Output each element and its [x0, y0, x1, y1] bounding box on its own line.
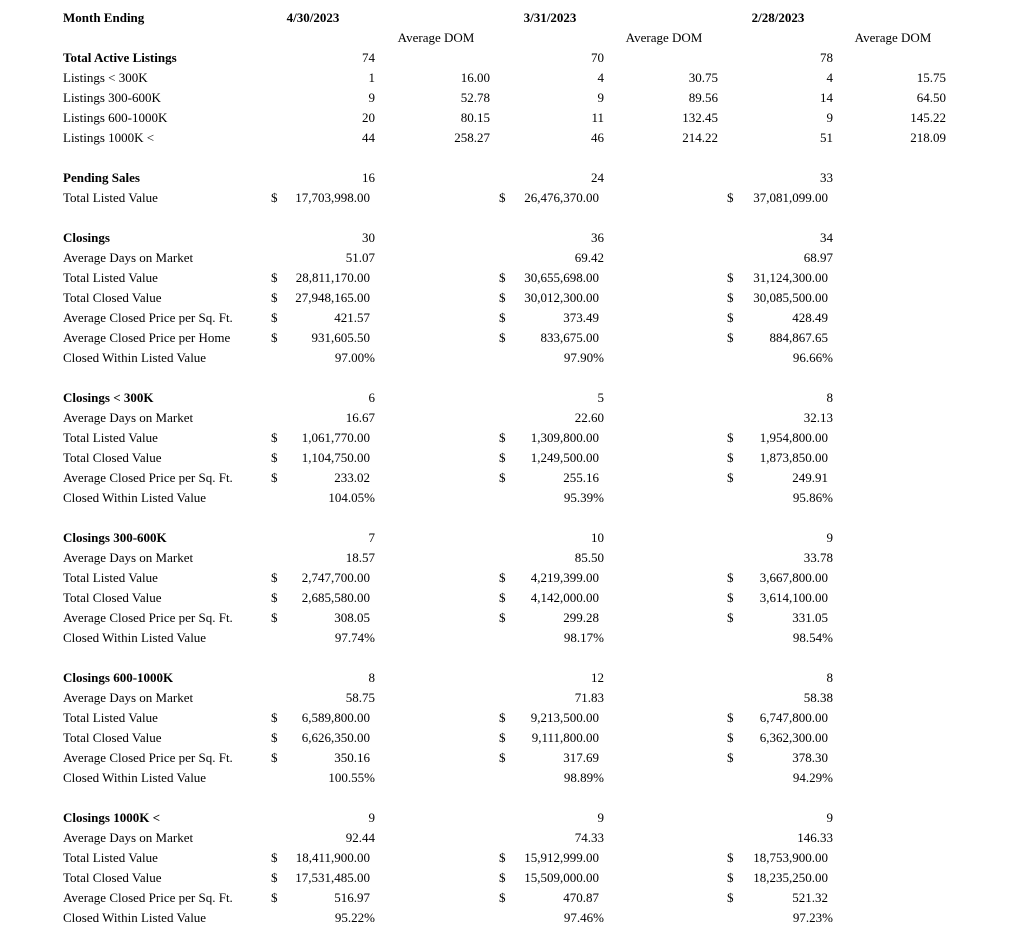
- dom-cell: 218.09: [910, 130, 946, 145]
- currency-sign: $: [499, 610, 506, 625]
- metric-row: [0, 408, 1020, 428]
- row-label: Listings 600-1000K: [63, 110, 168, 125]
- currency-sign: $: [499, 430, 506, 445]
- currency-sign: $: [499, 750, 506, 765]
- row-label: Total Listed Value: [63, 570, 158, 585]
- value-cell: 9,213,500.00: [530, 710, 599, 725]
- count-cell: 12: [591, 670, 604, 685]
- count-cell: 1: [368, 70, 375, 85]
- currency-sign: $: [499, 890, 506, 905]
- currency-sign: $: [727, 890, 734, 905]
- count-cell: 14: [820, 90, 833, 105]
- currency-sign: $: [271, 870, 278, 885]
- value-cell: 6,589,800.00: [301, 710, 370, 725]
- section-total-row: [0, 228, 1020, 248]
- value-cell: 95.86%: [792, 490, 833, 505]
- currency-sign: $: [727, 590, 734, 605]
- row-label: Average Closed Price per Sq. Ft.: [63, 470, 233, 485]
- month-ending-label: Month Ending: [63, 10, 145, 25]
- value-cell: 71.83: [574, 690, 604, 705]
- metric-row: [0, 448, 1020, 468]
- month-header: 4/30/2023: [286, 10, 340, 25]
- value-cell: 233.02: [334, 470, 370, 485]
- dom-cell: 80.15: [460, 110, 490, 125]
- value-cell: 74.33: [574, 830, 604, 845]
- value-cell: 249.91: [792, 470, 828, 485]
- row-label: Average Closed Price per Home: [63, 330, 231, 345]
- value-cell: 30,012,300.00: [524, 290, 599, 305]
- value-cell: 27,948,165.00: [295, 290, 370, 305]
- value-cell: 2,747,700.00: [301, 570, 370, 585]
- count-cell: 33: [820, 170, 833, 185]
- value-cell: 97.90%: [563, 350, 604, 365]
- metric-row: [0, 268, 1020, 288]
- value-cell: 6,362,300.00: [759, 730, 828, 745]
- currency-sign: $: [271, 330, 278, 345]
- value-cell: 4,142,000.00: [530, 590, 599, 605]
- currency-sign: $: [271, 310, 278, 325]
- count-cell: 34: [820, 230, 833, 245]
- count-cell: 20: [362, 110, 375, 125]
- listing-row: [0, 108, 1020, 128]
- value-cell: 516.97: [334, 890, 370, 905]
- currency-sign: $: [727, 310, 734, 325]
- section-title: Pending Sales: [63, 170, 140, 185]
- value-cell: 1,249,500.00: [530, 450, 599, 465]
- value-cell: 15,912,999.00: [524, 850, 599, 865]
- value-cell: 255.16: [563, 470, 599, 485]
- value-cell: 95.22%: [334, 910, 375, 925]
- currency-sign: $: [499, 290, 506, 305]
- value-cell: 15,509,000.00: [524, 870, 599, 885]
- row-label: Average Days on Market: [63, 550, 194, 565]
- value-cell: 17,703,998.00: [295, 190, 370, 205]
- metric-row: [0, 468, 1020, 488]
- value-cell: 18,411,900.00: [295, 850, 370, 865]
- metric-row: [0, 888, 1020, 908]
- count-cell: 9: [597, 810, 604, 825]
- value-cell: 18,753,900.00: [753, 850, 828, 865]
- value-cell: 3,667,800.00: [759, 570, 828, 585]
- count-cell: 24: [591, 170, 604, 185]
- count-cell: 4: [826, 70, 833, 85]
- currency-sign: $: [727, 850, 734, 865]
- value-cell: 68.97: [803, 250, 833, 265]
- row-label: Total Listed Value: [63, 850, 158, 865]
- metric-row: [0, 348, 1020, 368]
- row-label: Total Listed Value: [63, 710, 158, 725]
- currency-sign: $: [727, 870, 734, 885]
- value-cell: 521.32: [792, 890, 828, 905]
- value-cell: 97.74%: [334, 630, 375, 645]
- currency-sign: $: [271, 610, 278, 625]
- listing-row: [0, 128, 1020, 148]
- currency-sign: $: [271, 850, 278, 865]
- row-label: Total Closed Value: [63, 450, 162, 465]
- row-label: Average Closed Price per Sq. Ft.: [63, 610, 233, 625]
- value-cell: 18.57: [345, 550, 375, 565]
- avg-dom-header: Average DOM: [397, 30, 475, 45]
- dom-header-row: [0, 28, 1020, 48]
- currency-sign: $: [727, 710, 734, 725]
- count-cell: 70: [591, 50, 604, 65]
- value-cell: 98.17%: [563, 630, 604, 645]
- value-cell: 58.38: [803, 690, 833, 705]
- currency-sign: $: [727, 730, 734, 745]
- metric-row: [0, 328, 1020, 348]
- metric-row: [0, 728, 1020, 748]
- value-cell: 97.00%: [334, 350, 375, 365]
- header-row: [0, 8, 1020, 28]
- currency-sign: $: [271, 710, 278, 725]
- section-total-row: [0, 668, 1020, 688]
- value-cell: 100.55%: [328, 770, 375, 785]
- row-label: Total Listed Value: [63, 430, 158, 445]
- row-label: Closed Within Listed Value: [63, 490, 207, 505]
- dom-cell: 258.27: [454, 130, 490, 145]
- value-cell: 146.33: [797, 830, 833, 845]
- count-cell: 8: [368, 670, 375, 685]
- currency-sign: $: [499, 270, 506, 285]
- value-cell: 1,873,850.00: [759, 450, 828, 465]
- row-label: Listings < 300K: [63, 70, 148, 85]
- value-cell: 98.89%: [563, 770, 604, 785]
- count-cell: 78: [820, 50, 833, 65]
- value-cell: 94.29%: [792, 770, 833, 785]
- metric-row: [0, 588, 1020, 608]
- currency-sign: $: [499, 190, 506, 205]
- currency-sign: $: [499, 850, 506, 865]
- count-cell: 10: [591, 530, 604, 545]
- currency-sign: $: [499, 310, 506, 325]
- value-cell: 6,626,350.00: [301, 730, 370, 745]
- value-cell: 97.23%: [792, 910, 833, 925]
- value-cell: 58.75: [345, 690, 375, 705]
- count-cell: 36: [591, 230, 604, 245]
- section-total-row: [0, 388, 1020, 408]
- row-label: Average Closed Price per Sq. Ft.: [63, 750, 233, 765]
- value-cell: 1,954,800.00: [759, 430, 828, 445]
- row-label: Total Closed Value: [63, 590, 162, 605]
- dom-cell: 132.45: [682, 110, 718, 125]
- section-title: Closings 1000K <: [63, 810, 160, 825]
- section-title: Closings 300-600K: [63, 530, 167, 545]
- value-cell: 26,476,370.00: [524, 190, 599, 205]
- value-cell: 373.49: [563, 310, 599, 325]
- section-total-row: [0, 528, 1020, 548]
- metric-row: [0, 308, 1020, 328]
- metric-row: [0, 548, 1020, 568]
- row-label: Average Days on Market: [63, 830, 194, 845]
- value-cell: 299.28: [563, 610, 599, 625]
- count-cell: 9: [826, 530, 833, 545]
- month-header: 3/31/2023: [523, 10, 577, 25]
- value-cell: 6,747,800.00: [759, 710, 828, 725]
- currency-sign: $: [499, 470, 506, 485]
- value-cell: 22.60: [574, 410, 604, 425]
- currency-sign: $: [271, 470, 278, 485]
- section-title: Total Active Listings: [63, 50, 177, 65]
- row-label: Closed Within Listed Value: [63, 910, 207, 925]
- currency-sign: $: [271, 570, 278, 585]
- metric-row: [0, 748, 1020, 768]
- value-cell: 37,081,099.00: [753, 190, 828, 205]
- row-label: Average Closed Price per Sq. Ft.: [63, 310, 233, 325]
- value-cell: 98.54%: [792, 630, 833, 645]
- currency-sign: $: [271, 890, 278, 905]
- currency-sign: $: [727, 450, 734, 465]
- dom-cell: 15.75: [916, 70, 946, 85]
- value-cell: 51.07: [345, 250, 375, 265]
- value-cell: 30,655,698.00: [524, 270, 599, 285]
- value-cell: 95.39%: [563, 490, 604, 505]
- currency-sign: $: [727, 750, 734, 765]
- value-cell: 2,685,580.00: [301, 590, 370, 605]
- value-cell: 308.05: [334, 610, 370, 625]
- count-cell: 46: [591, 130, 604, 145]
- metric-row: [0, 828, 1020, 848]
- metric-row: [0, 908, 1020, 928]
- currency-sign: $: [727, 470, 734, 485]
- currency-sign: $: [727, 610, 734, 625]
- pending-value-row: [0, 188, 1020, 208]
- value-cell: 18,235,250.00: [753, 870, 828, 885]
- value-cell: 317.69: [563, 750, 599, 765]
- currency-sign: $: [499, 870, 506, 885]
- currency-sign: $: [271, 190, 278, 205]
- count-cell: 4: [597, 70, 604, 85]
- currency-sign: $: [727, 270, 734, 285]
- value-cell: 30,085,500.00: [753, 290, 828, 305]
- currency-sign: $: [499, 590, 506, 605]
- dom-cell: 64.50: [916, 90, 946, 105]
- currency-sign: $: [727, 330, 734, 345]
- count-cell: 9: [368, 810, 375, 825]
- currency-sign: $: [271, 450, 278, 465]
- metric-row: [0, 428, 1020, 448]
- metric-row: [0, 868, 1020, 888]
- value-cell: 85.50: [574, 550, 604, 565]
- currency-sign: $: [271, 290, 278, 305]
- row-label: Closed Within Listed Value: [63, 770, 207, 785]
- pending-sales-row: [0, 168, 1020, 188]
- value-cell: 96.66%: [792, 350, 833, 365]
- value-cell: 421.57: [334, 310, 370, 325]
- count-cell: 7: [368, 530, 375, 545]
- row-label: Closed Within Listed Value: [63, 350, 207, 365]
- value-cell: 884,867.65: [769, 330, 828, 345]
- dom-cell: 30.75: [688, 70, 718, 85]
- dom-cell: 89.56: [688, 90, 718, 105]
- row-label: Listings 1000K <: [63, 130, 155, 145]
- avg-dom-header: Average DOM: [854, 30, 932, 45]
- count-cell: 51: [820, 130, 833, 145]
- dom-cell: 145.22: [910, 110, 946, 125]
- section-total-row: [0, 808, 1020, 828]
- currency-sign: $: [499, 710, 506, 725]
- metric-row: [0, 568, 1020, 588]
- count-cell: 5: [597, 390, 604, 405]
- metric-row: [0, 608, 1020, 628]
- metric-row: [0, 708, 1020, 728]
- currency-sign: $: [727, 570, 734, 585]
- month-header: 2/28/2023: [751, 10, 805, 25]
- value-cell: 470.87: [563, 890, 599, 905]
- currency-sign: $: [271, 750, 278, 765]
- count-cell: 9: [597, 90, 604, 105]
- value-cell: 1,309,800.00: [530, 430, 599, 445]
- section-title: Closings 600-1000K: [63, 670, 174, 685]
- value-cell: 9,111,800.00: [531, 730, 599, 745]
- value-cell: 32.13: [803, 410, 833, 425]
- currency-sign: $: [271, 730, 278, 745]
- value-cell: 69.42: [574, 250, 604, 265]
- count-cell: 8: [826, 670, 833, 685]
- count-cell: 9: [826, 110, 833, 125]
- value-cell: 92.44: [345, 830, 375, 845]
- currency-sign: $: [727, 430, 734, 445]
- row-label: Average Days on Market: [63, 250, 194, 265]
- count-cell: 30: [362, 230, 375, 245]
- value-cell: 16.67: [345, 410, 375, 425]
- row-label: Average Closed Price per Sq. Ft.: [63, 890, 233, 905]
- value-cell: 331.05: [792, 610, 828, 625]
- listing-row: [0, 88, 1020, 108]
- count-cell: 9: [826, 810, 833, 825]
- value-cell: 31,124,300.00: [753, 270, 828, 285]
- row-label: Total Listed Value: [63, 190, 158, 205]
- currency-sign: $: [727, 290, 734, 305]
- count-cell: 11: [591, 110, 604, 125]
- count-cell: 9: [368, 90, 375, 105]
- value-cell: 931,605.50: [311, 330, 370, 345]
- value-cell: 33.78: [803, 550, 833, 565]
- count-cell: 16: [362, 170, 375, 185]
- metric-row: [0, 488, 1020, 508]
- value-cell: 1,061,770.00: [301, 430, 370, 445]
- value-cell: 428.49: [792, 310, 828, 325]
- count-cell: 44: [362, 130, 375, 145]
- currency-sign: $: [271, 270, 278, 285]
- metric-row: [0, 768, 1020, 788]
- count-cell: 74: [362, 50, 375, 65]
- value-cell: 28,811,170.00: [295, 270, 370, 285]
- active-listings-total-row: [0, 48, 1020, 68]
- value-cell: 97.46%: [563, 910, 604, 925]
- row-label: Average Days on Market: [63, 410, 194, 425]
- currency-sign: $: [499, 570, 506, 585]
- metric-row: [0, 628, 1020, 648]
- value-cell: 3,614,100.00: [759, 590, 828, 605]
- listing-row: [0, 68, 1020, 88]
- currency-sign: $: [499, 730, 506, 745]
- avg-dom-header: Average DOM: [625, 30, 703, 45]
- metric-row: [0, 848, 1020, 868]
- dom-cell: 52.78: [460, 90, 490, 105]
- value-cell: 833,675.00: [540, 330, 599, 345]
- row-label: Total Closed Value: [63, 290, 162, 305]
- value-cell: 104.05%: [328, 490, 375, 505]
- metric-row: [0, 288, 1020, 308]
- row-label: Total Closed Value: [63, 870, 162, 885]
- currency-sign: $: [499, 330, 506, 345]
- metric-row: [0, 248, 1020, 268]
- row-label: Total Listed Value: [63, 270, 158, 285]
- currency-sign: $: [271, 430, 278, 445]
- row-label: Listings 300-600K: [63, 90, 161, 105]
- value-cell: 4,219,399.00: [530, 570, 599, 585]
- dom-cell: 16.00: [460, 70, 490, 85]
- row-label: Average Days on Market: [63, 690, 194, 705]
- row-label: Total Closed Value: [63, 730, 162, 745]
- metric-row: [0, 688, 1020, 708]
- value-cell: 378.30: [792, 750, 828, 765]
- count-cell: 6: [368, 390, 375, 405]
- row-label: Closed Within Listed Value: [63, 630, 207, 645]
- dom-cell: 214.22: [682, 130, 718, 145]
- value-cell: 1,104,750.00: [301, 450, 370, 465]
- currency-sign: $: [271, 590, 278, 605]
- value-cell: 350.16: [334, 750, 370, 765]
- section-title: Closings < 300K: [63, 390, 154, 405]
- section-title: Closings: [63, 230, 110, 245]
- count-cell: 8: [826, 390, 833, 405]
- value-cell: 17,531,485.00: [295, 870, 370, 885]
- currency-sign: $: [727, 190, 734, 205]
- currency-sign: $: [499, 450, 506, 465]
